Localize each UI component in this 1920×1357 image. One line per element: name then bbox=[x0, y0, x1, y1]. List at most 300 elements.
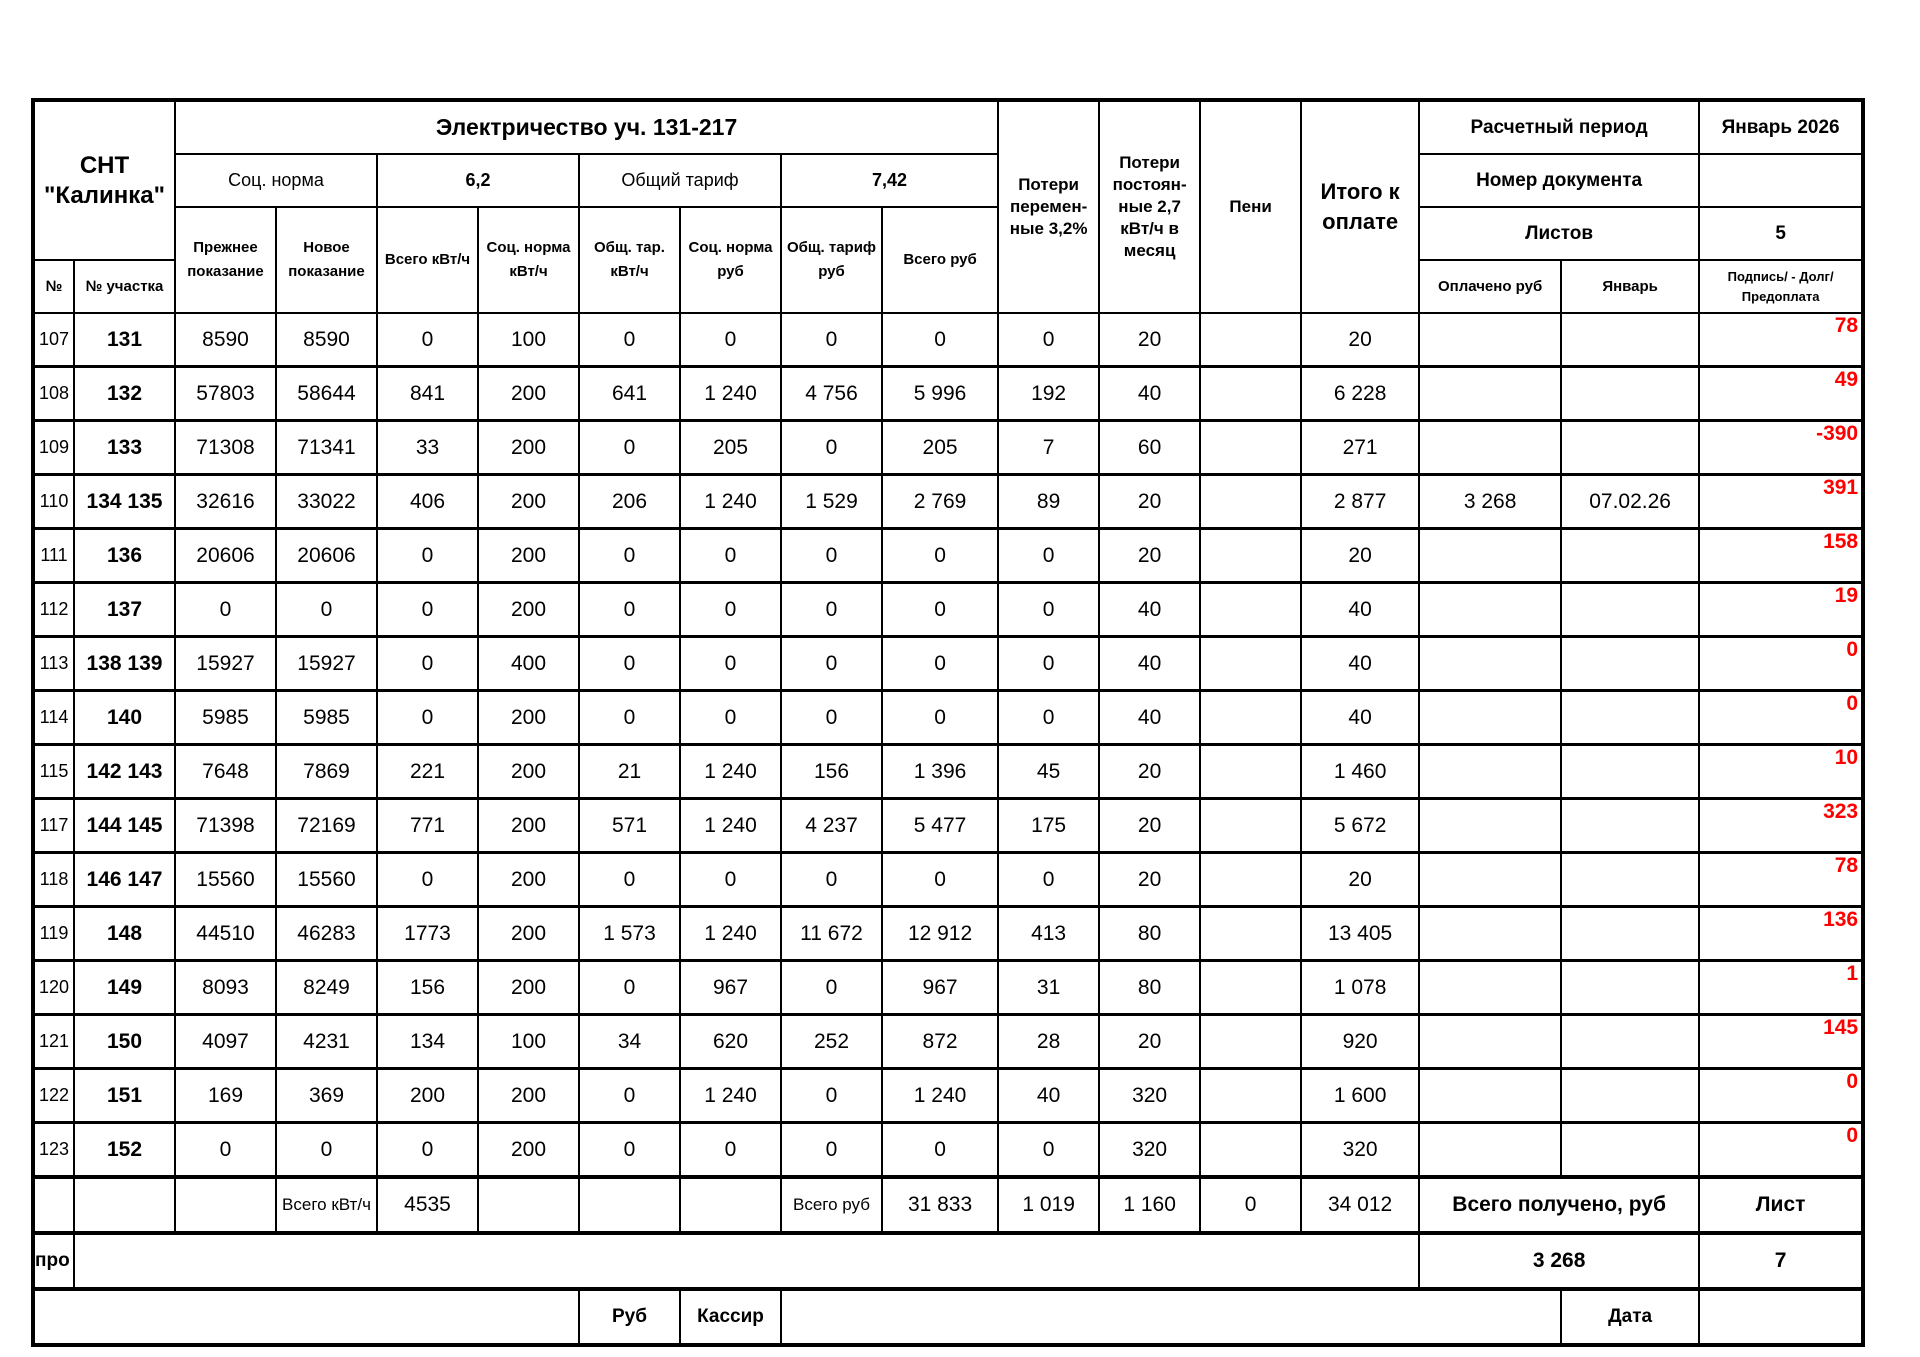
total-kwh: 841 bbox=[377, 367, 478, 421]
losses-constant: 20 bbox=[1099, 313, 1200, 367]
total-kwh: 0 bbox=[377, 583, 478, 637]
soc-kwh: 200 bbox=[478, 907, 579, 961]
row-number: 117 bbox=[33, 799, 74, 853]
soc-rub: 1 240 bbox=[680, 475, 781, 529]
soc-rub: 0 bbox=[680, 529, 781, 583]
losses-variable: 0 bbox=[998, 583, 1099, 637]
row-number: 111 bbox=[33, 529, 74, 583]
gen-kwh: 0 bbox=[579, 1069, 680, 1123]
paid-rub bbox=[1419, 1123, 1561, 1178]
paid-rub bbox=[1419, 691, 1561, 745]
penalty bbox=[1200, 961, 1301, 1015]
col-sign: Подпись/ - Долг/Предоплата bbox=[1699, 260, 1863, 313]
date-label: Дата bbox=[1561, 1289, 1699, 1345]
new-reading: 72169 bbox=[276, 799, 377, 853]
row-prefix: про bbox=[33, 1233, 74, 1289]
paid-rub bbox=[1419, 799, 1561, 853]
table-row bbox=[33, 799, 1863, 853]
total-due: 40 bbox=[1301, 691, 1419, 745]
paid-date bbox=[1561, 1069, 1699, 1123]
plot-number: 131 bbox=[74, 313, 175, 367]
total-rub: 0 bbox=[882, 1123, 998, 1178]
gen-rub: 156 bbox=[781, 745, 882, 799]
soc-kwh: 200 bbox=[478, 691, 579, 745]
gen-kwh: 34 bbox=[579, 1015, 680, 1069]
gen-kwh: 0 bbox=[579, 421, 680, 475]
total-due: 920 bbox=[1301, 1015, 1419, 1069]
losses-constant: 60 bbox=[1099, 421, 1200, 475]
prev-reading: 57803 bbox=[175, 367, 276, 421]
losses-constant: 20 bbox=[1099, 1015, 1200, 1069]
col-gen-rub: Общ. тариф руб bbox=[781, 207, 882, 313]
losses-variable: 40 bbox=[998, 1069, 1099, 1123]
total-due: 13 405 bbox=[1301, 907, 1419, 961]
org-name: СНТ "Калинка" bbox=[33, 100, 175, 260]
gen-kwh: 0 bbox=[579, 691, 680, 745]
soc-kwh: 200 bbox=[478, 475, 579, 529]
paid-rub bbox=[1419, 637, 1561, 691]
col-total-rub: Всего руб bbox=[882, 207, 998, 313]
plot-number: 140 bbox=[74, 691, 175, 745]
plot-number: 146 147 bbox=[74, 853, 175, 907]
penalty bbox=[1200, 853, 1301, 907]
soc-kwh: 200 bbox=[478, 421, 579, 475]
new-reading: 8249 bbox=[276, 961, 377, 1015]
total-due: 271 bbox=[1301, 421, 1419, 475]
gen-rub: 4 756 bbox=[781, 367, 882, 421]
paid-rub bbox=[1419, 421, 1561, 475]
table-row bbox=[33, 583, 1863, 637]
period-label: Расчетный период bbox=[1419, 100, 1699, 154]
paid-date bbox=[1561, 367, 1699, 421]
total-rub: 5 477 bbox=[882, 799, 998, 853]
plot-number: 144 145 bbox=[74, 799, 175, 853]
prev-reading: 15560 bbox=[175, 853, 276, 907]
total-kwh: 406 bbox=[377, 475, 478, 529]
soc-rub: 0 bbox=[680, 691, 781, 745]
debt-prepayment: 49 bbox=[1699, 367, 1863, 421]
paid-rub bbox=[1419, 961, 1561, 1015]
penalty bbox=[1200, 799, 1301, 853]
soc-rub: 0 bbox=[680, 313, 781, 367]
total-due: 1 460 bbox=[1301, 745, 1419, 799]
penalty bbox=[1200, 475, 1301, 529]
table-row bbox=[33, 313, 1863, 367]
total-due: 320 bbox=[1301, 1123, 1419, 1178]
electricity-statement-table bbox=[31, 98, 1865, 1347]
debt-prepayment: 136 bbox=[1699, 907, 1863, 961]
soc-rub: 0 bbox=[680, 853, 781, 907]
totals-due: 34 012 bbox=[1301, 1177, 1419, 1233]
cashier-label: Кассир bbox=[680, 1289, 781, 1345]
new-reading: 71341 bbox=[276, 421, 377, 475]
penalty bbox=[1200, 313, 1301, 367]
gen-rub: 0 bbox=[781, 421, 882, 475]
paid-rub bbox=[1419, 583, 1561, 637]
soc-kwh: 400 bbox=[478, 637, 579, 691]
debt-prepayment: 391 bbox=[1699, 475, 1863, 529]
page-title: Электричество уч. 131-217 bbox=[175, 100, 998, 154]
penalty bbox=[1200, 583, 1301, 637]
gen-kwh: 1 573 bbox=[579, 907, 680, 961]
plot-number: 138 139 bbox=[74, 637, 175, 691]
losses-variable: 28 bbox=[998, 1015, 1099, 1069]
total-kwh: 0 bbox=[377, 637, 478, 691]
total-kwh: 0 bbox=[377, 529, 478, 583]
plot-number: 152 bbox=[74, 1123, 175, 1178]
penalty-header: Пени bbox=[1200, 100, 1301, 313]
penalty bbox=[1200, 745, 1301, 799]
total-rub: 5 996 bbox=[882, 367, 998, 421]
paid-rub: 3 268 bbox=[1419, 475, 1561, 529]
prev-reading: 4097 bbox=[175, 1015, 276, 1069]
total-due: 2 877 bbox=[1301, 475, 1419, 529]
losses-constant: 80 bbox=[1099, 907, 1200, 961]
new-reading: 15560 bbox=[276, 853, 377, 907]
totals-losses-variable: 1 019 bbox=[998, 1177, 1099, 1233]
prev-reading: 0 bbox=[175, 583, 276, 637]
row-number: 113 bbox=[33, 637, 74, 691]
losses-constant: 40 bbox=[1099, 637, 1200, 691]
losses-constant: 20 bbox=[1099, 853, 1200, 907]
losses-variable: 0 bbox=[998, 1123, 1099, 1178]
new-reading: 0 bbox=[276, 583, 377, 637]
row-number: 123 bbox=[33, 1123, 74, 1178]
new-reading: 20606 bbox=[276, 529, 377, 583]
table-row bbox=[33, 475, 1863, 529]
gen-rub: 0 bbox=[781, 529, 882, 583]
total-rub: 967 bbox=[882, 961, 998, 1015]
total-rub: 872 bbox=[882, 1015, 998, 1069]
paid-date bbox=[1561, 637, 1699, 691]
penalty bbox=[1200, 691, 1301, 745]
soc-rub: 1 240 bbox=[680, 745, 781, 799]
received-row bbox=[33, 1233, 1863, 1289]
prev-reading: 169 bbox=[175, 1069, 276, 1123]
debt-prepayment: 78 bbox=[1699, 313, 1863, 367]
prev-reading: 32616 bbox=[175, 475, 276, 529]
losses-variable: 7 bbox=[998, 421, 1099, 475]
plot-number: 137 bbox=[74, 583, 175, 637]
penalty bbox=[1200, 1123, 1301, 1178]
losses-constant-header: Потери постоян-ные 2,7 кВт/ч в месяц bbox=[1099, 100, 1200, 313]
total-due-header: Итого к оплате bbox=[1301, 100, 1419, 313]
prev-reading: 7648 bbox=[175, 745, 276, 799]
new-reading: 369 bbox=[276, 1069, 377, 1123]
gen-kwh: 206 bbox=[579, 475, 680, 529]
debt-prepayment: -390 bbox=[1699, 421, 1863, 475]
paid-rub bbox=[1419, 367, 1561, 421]
total-kwh: 221 bbox=[377, 745, 478, 799]
paid-date bbox=[1561, 421, 1699, 475]
row-number: 107 bbox=[33, 313, 74, 367]
table-row bbox=[33, 853, 1863, 907]
plot-number: 136 bbox=[74, 529, 175, 583]
debt-prepayment: 0 bbox=[1699, 1123, 1863, 1178]
prev-reading: 44510 bbox=[175, 907, 276, 961]
paid-date: 07.02.26 bbox=[1561, 475, 1699, 529]
row-number: 120 bbox=[33, 961, 74, 1015]
gen-rub: 252 bbox=[781, 1015, 882, 1069]
table-row bbox=[33, 1069, 1863, 1123]
losses-variable: 31 bbox=[998, 961, 1099, 1015]
row-number: 109 bbox=[33, 421, 74, 475]
gen-rub: 0 bbox=[781, 1123, 882, 1178]
table-row bbox=[33, 637, 1863, 691]
doc-number-label: Номер документа bbox=[1419, 154, 1699, 207]
table-row bbox=[33, 961, 1863, 1015]
losses-constant: 20 bbox=[1099, 529, 1200, 583]
soc-rub: 0 bbox=[680, 637, 781, 691]
total-kwh: 33 bbox=[377, 421, 478, 475]
losses-variable-header: Потери перемен-ные 3,2% bbox=[998, 100, 1099, 313]
gen-kwh: 0 bbox=[579, 313, 680, 367]
total-due: 1 600 bbox=[1301, 1069, 1419, 1123]
totals-losses-constant: 1 160 bbox=[1099, 1177, 1200, 1233]
paid-date bbox=[1561, 907, 1699, 961]
paid-rub bbox=[1419, 853, 1561, 907]
row-number: 119 bbox=[33, 907, 74, 961]
penalty bbox=[1200, 421, 1301, 475]
soc-rub: 1 240 bbox=[680, 367, 781, 421]
new-reading: 7869 bbox=[276, 745, 377, 799]
total-kwh: 0 bbox=[377, 853, 478, 907]
gen-kwh: 0 bbox=[579, 1123, 680, 1178]
totals-rub: 31 833 bbox=[882, 1177, 998, 1233]
row-number: 122 bbox=[33, 1069, 74, 1123]
rub-label: Руб bbox=[579, 1289, 680, 1345]
new-reading: 5985 bbox=[276, 691, 377, 745]
soc-rub: 967 bbox=[680, 961, 781, 1015]
new-reading: 58644 bbox=[276, 367, 377, 421]
new-reading: 8590 bbox=[276, 313, 377, 367]
new-reading: 15927 bbox=[276, 637, 377, 691]
total-rub: 1 240 bbox=[882, 1069, 998, 1123]
doc-number-value bbox=[1699, 154, 1863, 207]
plot-number: 151 bbox=[74, 1069, 175, 1123]
received-label: Всего получено, руб bbox=[1419, 1177, 1699, 1233]
prev-reading: 5985 bbox=[175, 691, 276, 745]
col-new: Новое показание bbox=[276, 207, 377, 313]
total-due: 20 bbox=[1301, 313, 1419, 367]
total-due: 40 bbox=[1301, 637, 1419, 691]
row-number: 121 bbox=[33, 1015, 74, 1069]
prev-reading: 8590 bbox=[175, 313, 276, 367]
sheet-value: 7 bbox=[1699, 1233, 1863, 1289]
total-rub: 0 bbox=[882, 853, 998, 907]
row-number: 108 bbox=[33, 367, 74, 421]
losses-variable: 175 bbox=[998, 799, 1099, 853]
total-rub: 0 bbox=[882, 583, 998, 637]
paid-date bbox=[1561, 799, 1699, 853]
total-kwh: 771 bbox=[377, 799, 478, 853]
row-number: 114 bbox=[33, 691, 74, 745]
new-reading: 0 bbox=[276, 1123, 377, 1178]
gen-kwh: 571 bbox=[579, 799, 680, 853]
penalty bbox=[1200, 529, 1301, 583]
losses-constant: 20 bbox=[1099, 799, 1200, 853]
table-row bbox=[33, 745, 1863, 799]
paid-date bbox=[1561, 691, 1699, 745]
total-kwh: 0 bbox=[377, 691, 478, 745]
total-kwh: 156 bbox=[377, 961, 478, 1015]
col-paid: Оплачено руб bbox=[1419, 260, 1561, 313]
total-kwh: 0 bbox=[377, 313, 478, 367]
losses-constant: 320 bbox=[1099, 1069, 1200, 1123]
losses-variable: 0 bbox=[998, 313, 1099, 367]
total-kwh: 0 bbox=[377, 1123, 478, 1178]
gen-rub: 0 bbox=[781, 961, 882, 1015]
new-reading: 4231 bbox=[276, 1015, 377, 1069]
table-row bbox=[33, 529, 1863, 583]
table-row bbox=[33, 907, 1863, 961]
row-number: 115 bbox=[33, 745, 74, 799]
losses-constant: 40 bbox=[1099, 367, 1200, 421]
total-kwh: 1773 bbox=[377, 907, 478, 961]
totals-kwh: 4535 bbox=[377, 1177, 478, 1233]
paid-date bbox=[1561, 583, 1699, 637]
total-due: 5 672 bbox=[1301, 799, 1419, 853]
paid-rub bbox=[1419, 907, 1561, 961]
total-rub: 205 bbox=[882, 421, 998, 475]
row-number: 112 bbox=[33, 583, 74, 637]
plot-number: 134 135 bbox=[74, 475, 175, 529]
gen-rub: 0 bbox=[781, 691, 882, 745]
gen-kwh: 0 bbox=[579, 637, 680, 691]
debt-prepayment: 10 bbox=[1699, 745, 1863, 799]
received-value: 3 268 bbox=[1419, 1233, 1699, 1289]
total-due: 1 078 bbox=[1301, 961, 1419, 1015]
losses-constant: 80 bbox=[1099, 961, 1200, 1015]
soc-kwh: 200 bbox=[478, 367, 579, 421]
gen-kwh: 0 bbox=[579, 961, 680, 1015]
total-rub: 0 bbox=[882, 691, 998, 745]
total-rub: 0 bbox=[882, 313, 998, 367]
prev-reading: 0 bbox=[175, 1123, 276, 1178]
soc-rub: 0 bbox=[680, 1123, 781, 1178]
plot-number: 149 bbox=[74, 961, 175, 1015]
penalty bbox=[1200, 1069, 1301, 1123]
debt-prepayment: 0 bbox=[1699, 637, 1863, 691]
soc-kwh: 200 bbox=[478, 799, 579, 853]
soc-kwh: 200 bbox=[478, 583, 579, 637]
paid-rub bbox=[1419, 313, 1561, 367]
totals-row bbox=[33, 1177, 1863, 1233]
totals-rub-label: Всего руб bbox=[781, 1177, 882, 1233]
soc-rub: 205 bbox=[680, 421, 781, 475]
col-soc-kwh: Соц. норма кВт/ч bbox=[478, 207, 579, 313]
soc-kwh: 200 bbox=[478, 745, 579, 799]
col-soc-rub: Соц. норма руб bbox=[680, 207, 781, 313]
paid-rub bbox=[1419, 1069, 1561, 1123]
losses-variable: 45 bbox=[998, 745, 1099, 799]
losses-variable: 89 bbox=[998, 475, 1099, 529]
soc-rub: 1 240 bbox=[680, 799, 781, 853]
losses-variable: 0 bbox=[998, 853, 1099, 907]
row-number: 110 bbox=[33, 475, 74, 529]
penalty bbox=[1200, 637, 1301, 691]
debt-prepayment: 0 bbox=[1699, 691, 1863, 745]
soc-kwh: 100 bbox=[478, 1015, 579, 1069]
soc-kwh: 200 bbox=[478, 961, 579, 1015]
gen-kwh: 0 bbox=[579, 853, 680, 907]
soc-kwh: 200 bbox=[478, 853, 579, 907]
plot-number: 150 bbox=[74, 1015, 175, 1069]
paid-date bbox=[1561, 853, 1699, 907]
col-month: Январь bbox=[1561, 260, 1699, 313]
prev-reading: 20606 bbox=[175, 529, 276, 583]
soc-kwh: 100 bbox=[478, 313, 579, 367]
sheets-label: Листов bbox=[1419, 207, 1699, 260]
paid-rub bbox=[1419, 745, 1561, 799]
total-due: 6 228 bbox=[1301, 367, 1419, 421]
gen-kwh: 0 bbox=[579, 529, 680, 583]
gen-kwh: 0 bbox=[579, 583, 680, 637]
total-due: 20 bbox=[1301, 853, 1419, 907]
plot-number: 132 bbox=[74, 367, 175, 421]
losses-variable: 0 bbox=[998, 529, 1099, 583]
soc-kwh: 200 bbox=[478, 1069, 579, 1123]
general-tariff-label: Общий тариф bbox=[579, 154, 781, 207]
soc-rub: 0 bbox=[680, 583, 781, 637]
totals-penalty: 0 bbox=[1200, 1177, 1301, 1233]
paid-rub bbox=[1419, 529, 1561, 583]
table-row bbox=[33, 691, 1863, 745]
new-reading: 46283 bbox=[276, 907, 377, 961]
table-row bbox=[33, 1015, 1863, 1069]
soc-rub: 620 bbox=[680, 1015, 781, 1069]
soc-norm-label: Соц. норма bbox=[175, 154, 377, 207]
plot-number: 133 bbox=[74, 421, 175, 475]
prev-reading: 15927 bbox=[175, 637, 276, 691]
losses-variable: 0 bbox=[998, 637, 1099, 691]
total-rub: 1 396 bbox=[882, 745, 998, 799]
losses-constant: 320 bbox=[1099, 1123, 1200, 1178]
col-num: № bbox=[33, 260, 74, 313]
penalty bbox=[1200, 1015, 1301, 1069]
debt-prepayment: 19 bbox=[1699, 583, 1863, 637]
losses-constant: 20 bbox=[1099, 475, 1200, 529]
soc-kwh: 200 bbox=[478, 1123, 579, 1178]
paid-rub bbox=[1419, 1015, 1561, 1069]
paid-date bbox=[1561, 529, 1699, 583]
gen-kwh: 21 bbox=[579, 745, 680, 799]
plot-number: 142 143 bbox=[74, 745, 175, 799]
total-kwh: 134 bbox=[377, 1015, 478, 1069]
total-kwh: 200 bbox=[377, 1069, 478, 1123]
col-total-kwh: Всего кВт/ч bbox=[377, 207, 478, 313]
paid-date bbox=[1561, 961, 1699, 1015]
soc-norm-value: 6,2 bbox=[377, 154, 579, 207]
debt-prepayment: 78 bbox=[1699, 853, 1863, 907]
gen-rub: 0 bbox=[781, 583, 882, 637]
col-plot: № участка bbox=[74, 260, 175, 313]
gen-rub: 0 bbox=[781, 637, 882, 691]
losses-variable: 0 bbox=[998, 691, 1099, 745]
totals-kwh-label: Всего кВт/ч bbox=[276, 1177, 377, 1233]
total-due: 20 bbox=[1301, 529, 1419, 583]
new-reading: 33022 bbox=[276, 475, 377, 529]
paid-date bbox=[1561, 1123, 1699, 1178]
col-gen-kwh: Общ. тар. кВт/ч bbox=[579, 207, 680, 313]
total-rub: 0 bbox=[882, 529, 998, 583]
debt-prepayment: 145 bbox=[1699, 1015, 1863, 1069]
general-tariff-value: 7,42 bbox=[781, 154, 998, 207]
prev-reading: 71308 bbox=[175, 421, 276, 475]
gen-rub: 0 bbox=[781, 1069, 882, 1123]
gen-rub: 1 529 bbox=[781, 475, 882, 529]
plot-number: 148 bbox=[74, 907, 175, 961]
